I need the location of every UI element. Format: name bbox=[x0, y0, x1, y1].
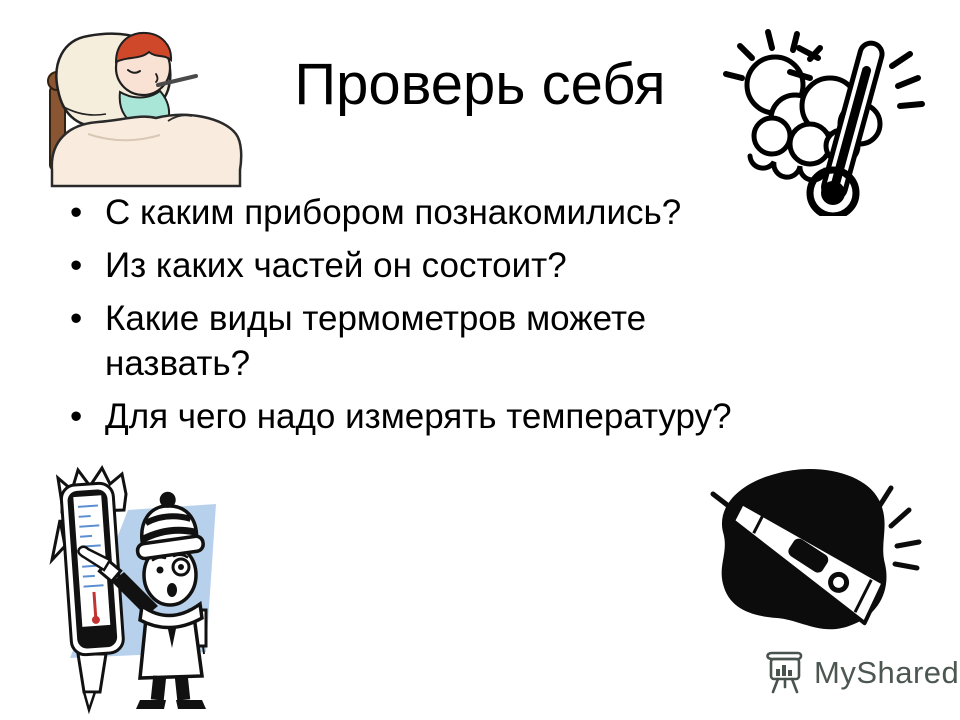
myshared-logo-text: MyShared bbox=[814, 655, 960, 690]
winter-man-illustration bbox=[38, 464, 260, 720]
question-text: Какие виды термометров можете назвать? bbox=[105, 299, 647, 383]
question-item bbox=[60, 296, 705, 386]
question-text: Для чего надо измерять температуру? bbox=[105, 397, 732, 436]
myshared-logo-icon bbox=[762, 650, 808, 696]
sick-child-illustration bbox=[28, 18, 243, 193]
question-text: С каким прибором познакомились? bbox=[105, 193, 682, 232]
digital-thermometer-illustration bbox=[695, 462, 953, 663]
winter-thermometer-icon bbox=[38, 464, 260, 716]
slide-title: Проверь себя bbox=[294, 52, 666, 117]
question-item bbox=[60, 243, 820, 288]
weather-thermometer-illustration bbox=[700, 24, 948, 221]
question-list bbox=[60, 190, 820, 447]
digital-thermometer-icon bbox=[695, 462, 953, 658]
question-item bbox=[60, 394, 820, 439]
sun-clouds-thermometer-icon bbox=[700, 24, 948, 216]
question-text: Из каких частей он состоит? bbox=[105, 246, 567, 285]
myshared-watermark bbox=[762, 650, 959, 696]
sick-child-in-bed-icon bbox=[28, 18, 243, 188]
